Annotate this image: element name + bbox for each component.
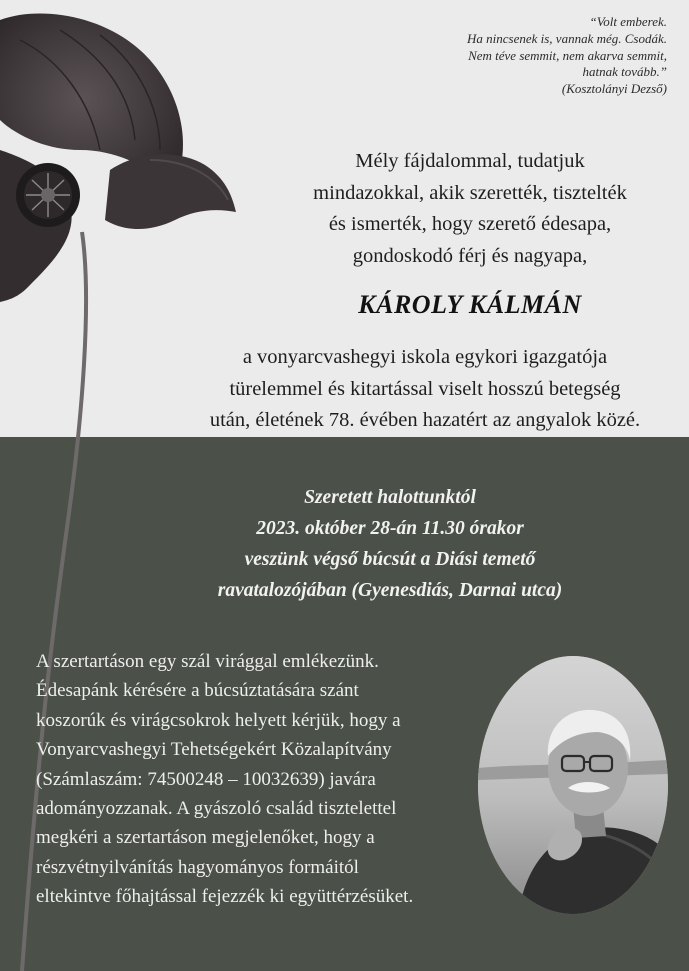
intro-line: mindazokkal, akik szerették, tisztelték [313, 181, 627, 204]
deceased-description [165, 342, 685, 437]
request-line: megkéri a szertartáson megjelenőket, hogy a [36, 827, 375, 849]
deceased-name: KÁROLY KÁLMÁN [358, 290, 582, 319]
funeral-line: veszünk végső búcsút a Diási temető [244, 549, 536, 570]
description-line: a vonyarcvashegyi iskola egykori igazgatója [242, 346, 608, 368]
request-line: részvétnyilvánítás hagyományos formáitól [36, 856, 359, 878]
request-line: eltekintve főhajtással fejezzék ki együttérzésüket. [36, 886, 414, 908]
request-line: A szertartáson egy szál virággal emlékezünk. [36, 651, 379, 672]
quote-line: hatnak tovább.” [582, 64, 667, 80]
request-line: Vonyarcvashegyi Tehetségekért Közalapítvány [36, 739, 392, 761]
description-line: türelemmel és kitartással viselt hosszú betegség [229, 377, 621, 400]
announcement-intro [250, 146, 689, 272]
portrait-photo [478, 656, 668, 914]
quote-line: Nem téve semmit, nem akarva semmit, [468, 47, 667, 63]
quote-line: “Volt emberek. [589, 14, 667, 29]
request-line: koszorúk és virágcsokrok helyett kérjük, hogy a [36, 709, 401, 731]
quote-author: (Kosztolányi Dezső) [561, 81, 667, 97]
funeral-line: ravatalozójában (Gyenesdiás, Darnai utca) [217, 580, 563, 601]
funeral-details [150, 482, 630, 606]
quote-line: Ha nincsenek is, vannak még. Csodák. [466, 30, 667, 46]
funeral-line: Szeretett halottunktól [304, 487, 476, 508]
intro-line: Mély fájdalommal, tudatjuk [355, 150, 585, 172]
quote-block [337, 14, 667, 98]
intro-line: és ismerték, hogy szerető édesapa, [328, 213, 612, 235]
intro-line: gondoskodó férj és nagyapa, [352, 244, 588, 267]
funeral-line: 2023. október 28-án 11.30 órakor [256, 518, 524, 539]
request-line: adományozzanak. A gyászoló család tisztelettel [36, 798, 397, 820]
family-request [36, 647, 506, 912]
request-line: Édesapánk kérésére a búcsúztatására szánt [36, 680, 359, 702]
description-line: után, életének 78. évében hazatért az angyalok közé. [209, 409, 641, 431]
request-line: (Számlaszám: 74500248 – 10032639) javára [36, 768, 376, 790]
